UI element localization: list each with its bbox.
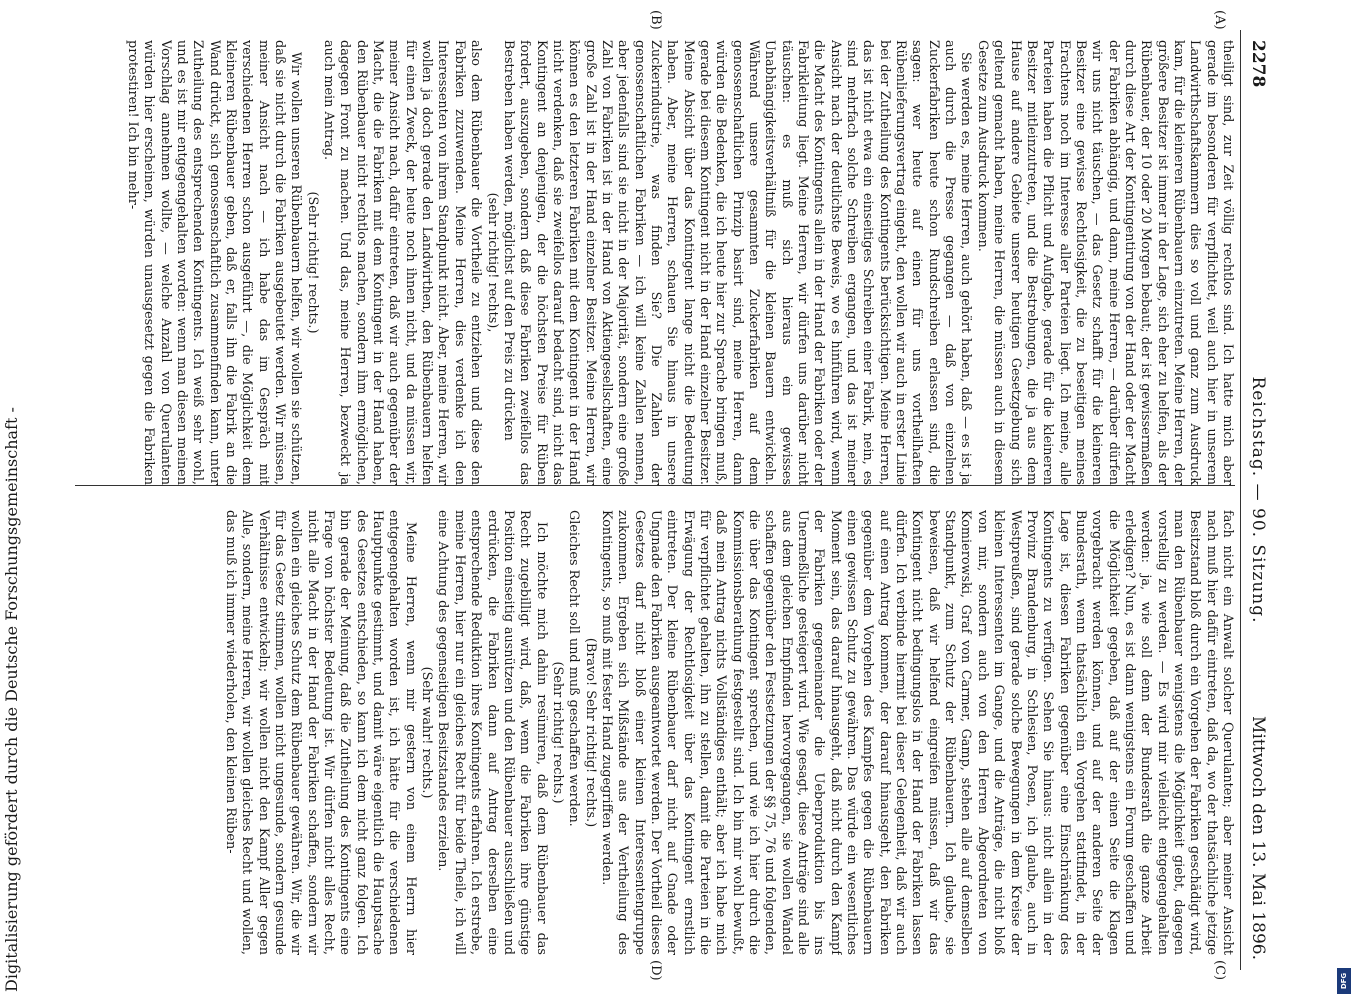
paragraph: fach nicht ein Anwalt solcher Querulanten; aber meiner Ansicht nach muß hier dafür eintreten, daß da, wo der thatsächliche jetzige Besitzstand bloß durch ein Vorgehen der Fabriken geschädigt wird, man den Rübenbauer wenigstens die Möglichkeit giebt, dagegen vorstellig zu werden. — Es wird mir vielleicht entgegengehalten werden: ja, wie soll denn der Bundesrath die ganze Arbeit erledigen? Nun, es ist dann wenigstens ein Forum geschaffen und die Möglichkeit gegeben, daß auf der einen Seite die Klagen vorgebracht werden können, und auf der anderen Seite der Bundesrath, wenn thatsächlich ein Vorgehen stattfindet, in der Lage ist, diesen Fabriken gegenüber eine Einschränkung des Kontingents zu verfügen. Sehen Sie hinaus: nicht allein in der Provinz Brandenburg, in Schlesien, Posen, ich glaube, auch in Westpreußen, sind gerade solche Bewegungen in dem Kreise der kleinen Interessenten im Gange, und die Anträge, die nicht bloß von mir, sondern auch von den Herren Abgeordneten von Komierowski, Graf von Carmer, Gamp, stehen alle auf demselben Standpunkt, zum Schutz der Rübenbauern. Ich glaube, sie beweisen, daß wir helfend eingreifen müssen, daß wir das Kontingent nicht bedingungslos in der Hand der Fabriken lassen dürfen. Ich verbinde hiermit bei dieser Gelegenheit, daß wir auch auf einen Antrag kommen, der darauf hinausgeht, den Fabriken gegenüber dem Vorgehen des Kampfes gegen die Rübenbauern einen gewissen Schutz zu gewähren. Das würde ein wesentliches Moment sein, das darauf hinausgeht, daß nicht durch den Kampf der Fabriken gegeneinander die Ueberproduktion bis ins Unermeßliche gesteigert wird. Wie gesagt, diese Anträge sind alle aus dem gleichen Empfinden hervorgegangen, sie wollen Wandel schaffen gegenüber den Festsetzungen der §§ 75, 76 und folgenden, die über das Kontingent sprechen, und wie ich hier durch die Kommissionsberathung festgestellt sind. Ich bin mir wohl bewußt, daß mein Antrag nichts Vollständiges enthält; aber ich habe mich für verpflichtet gehalten, ihn zu stellen, damit die Parteien in die Erwägung der Rechtlosigkeit über das Kontingent ernstlich eintreten. Der kleine Rübenbauer darf nicht auf Gnade oder Ungnade den Fabriken ausgeantwortet werden. Der Vortheil dieses Gesetzes darf nicht bloß einer kleinen Interessentengruppe zukommen. Ergeben sich Mißstände aus der Vertheilung des Kontingents, so muß mit fester Hand zugegriffen werden. bbox=[598, 510, 1235, 955]
margin-marker-d: (D) bbox=[648, 960, 663, 981]
page-number: 2278 bbox=[1248, 40, 1268, 88]
paragraph: Wir wollen unseren Rübenbauern helfen, wir wollen sie schützen, daß sie nicht durch die Fabriken ausgebeutet werden. Wir müssen, meiner Ansicht nach — ich habe das im Gespräch mit verschiedenen Herren schon ausgeführt —, die Möglichkeit dem kleineren Rübenbauer geben, daß er, falls ihn die Fabrik an die Wand drückt, sich genossenschaftlich zusammenfinden kann, unter Zutheilung des entsprechenden Kontingents. Ich weiß sehr wohl, und es ist mir entgegengehalten worden: wenn man diesen meinen Vorschlag annehmen wollte, — welche Anzahl von Querulanten würden hier erscheinen, würden unausgesetzt gegen die Fabriken protestiren! Ich bin mehr- bbox=[124, 40, 304, 485]
interjection: (Sehr wahr! rechts.) bbox=[419, 666, 435, 799]
header-title: Reichstag. — 90. Sitzung. bbox=[1248, 376, 1268, 624]
interjection: (Sehr richtig! rechts.) bbox=[549, 661, 565, 804]
interjection: (Bravo! Sehr richtig! rechts.) bbox=[582, 637, 598, 828]
column-divider bbox=[75, 485, 1235, 486]
header-rule bbox=[1240, 30, 1241, 970]
paragraph: Sie werden es, meine Herren, auch gehört haben, daß — es ist ja auch durch die Presse gegangen — daß von einzelnen Zuckerfabriken heute schon Rundschreiben erlassen sind, die sagen: wer heute auf einen für uns vortheilhaften Rübenlieferungsvertrag eingeht, den wollen wir auch in erster Linie bei der Zutheilung des Kontingents berücksichtigen. Meine Herren, das ist nicht etwa ein einseitiges Schreiben einer Fabrik, nein, es sind mehrfach solche Schreiben ergangen, und das ist meiner Ansicht nach der deutlichste Beweis, wo es hinführen wird, wenn die Macht des Kontingents allein in der Hand der Fabriken oder der Fabrikleitung liegt. Meine Herren, wir dürfen uns darüber nicht täuschen: es muß sich hieraus ein gewisses Unabhängigkeitsverhältniß für die kleinen Bauern entwickeln. Während unsere gesammten Zuckerfabriken auf dem genossenschaftlichen Prinzip basirt sind, meine Herren, dann würden die Bedenken, die ich heute hier zur Sprache bringen muß, gerade bei diesem Kontingent nicht in der Hand einzelner Besitzer. Meine Absicht über das Kontingent lange nicht die Bedeutung haben. Aber, meine Herren, schauen Sie hinaus in unsere Zuckerindustrie, was finden Sie? Die Zahlen der genossenschaftlichen Fabriken — ich will keine Zahlen nennen, aber jedenfalls sind sie nicht in der Majorität, sondern eine große Zahl von Fabriken ist in der Hand von Aktiengesellschaften, eine große Zahl ist in der Hand einzelner Besitzer. Meine Herren, wir können es den letzteren Fabriken mit dem Kontingent in der Hand nicht verdenken, daß sie zweifellos darauf bedacht sind, nicht das Kontingent an denjenigen, der die höchsten Preise für Rüben fordert, auszugeben, sondern daß diese Fabriken zweifellos das Bestreben haben werden, möglichst auf den Preis zu drücken bbox=[500, 40, 974, 485]
paragraph: theiligt sind, zur Zeit völlig rechtlos sind. Ich hatte mich aber gerade im besonderen für verpflichtet, weil auch hier in unserem Landwirthschaftskammern dies so voll und ganz zum Ausdruck kam, für die kleineren Rübenbauern einzutreten. Meine Herren, der größere Besitzer ist immer in der Lage, sich eher zu helfen, als der Rübenbauer, der 10 oder 20 Morgen bebaut; der ist gewissermaßen durch diese Art der Kontingentirung von der Hand oder der Macht der Fabriken abhängig, und dann, meine Herren, — darüber dürfen wir uns nicht täuschen, — das Gesetz schafft für die kleineren Besitzer eine gewisse Rechtlosigkeit, die zu beseitigen meines Erachtens noch im Interesse aller Parteien liegt. Ich meine, alle Parteien haben die Pflicht und Aufgabe, gerade für die kleineren Besitzer mitleinzutreten, und die Bestrebungen, die ja aus dem Hause auf andere Gebiete unserer heutigen Gesetzgebung sich geltend gemacht haben, meine Herren, die müssen auch in diesem Gesetze zum Ausdruck kommen. bbox=[974, 40, 1235, 485]
header-date: Mittwoch den 13. Mai 1896. bbox=[1248, 716, 1268, 960]
paragraph: Ich möchte mich dahin resümiren, daß dem Rübenbauer das Recht zugebilligt wird, daß, wenn die Fabriken ihre günstige Position einseitig ausnützen und den Rübenbauer ausschließen und erdrücken, die Fabriken dann auf Antrag derselben eine entsprechende Reduktion ihres Kontingents erfahren. Ich erstrebe, meine Herren, hier nur ein gleiches Recht für beide Theile, ich will eine Achtung des gegenseitigen Besitzstandes erzielen. bbox=[435, 510, 549, 955]
interjection: (Sehr richtig! rechts.) bbox=[304, 191, 320, 334]
text-column-left bbox=[65, 40, 1235, 485]
page-header bbox=[1242, 30, 1268, 970]
text-column-right bbox=[65, 510, 1235, 955]
paragraph: Meine Herren, wenn mir gestern von einem Herrn hier entgegengehalten worden ist, ich hätte für die verschiedenen Hauptpunkte gestimmt, und damit wäre eigentlich die Hauptsache des Gesetzes entschieden, so kann ich dem nicht ganz folgen. Ich bin gerade der Meinung, daß die Zutheilung des Kontingents eine Frage von höchster Bedeutung ist. Wir dürfen nicht alles Recht, nicht alle Macht in der Hand der Fabriken schaffen, sondern wir wollen ein gleiches Schutz dem Rübenbauer gewähren. Wir, die wir für das Gesetz stimmen, wollen nicht ungesunde, sondern gesunde Verhältnisse entwickeln; wir wollen nicht den Kampf Aller gegen Alle, sondern, meine Herren, wir wollen gleiches Recht und wollen, das muß ich immer wiederholen, den kleinen Rüben- bbox=[223, 510, 418, 955]
margin-marker-a: (A) bbox=[1212, 10, 1227, 30]
margin-marker-b: (B) bbox=[648, 10, 663, 30]
dfg-logo: DFG bbox=[1337, 968, 1351, 994]
paragraph: also dem Rübenbauer die Vortheile zu entziehen und diese den Fabriken zuzuwenden. Meine Herren, dies verdenke ich den Interessenten von ihrem Standpunkt nicht. Aber, meine Herren, wir wollen ja doch gerade den Landwirthen, den Rübenbauern helfen für einen Zweck, der heute noch ihnen nicht, und da müssen wir, meiner Ansicht nach, dafür eintreten, daß wir auch gegenüber der Macht, die die Fabriken mit dem Kontingent in der Hand haben, den Rübenbauer nicht rechtlos machen, sondern ihm ermöglichen, dagegen Front zu machen. Und das, meine Herren, bezweckt ja auch mein Antrag. bbox=[321, 40, 484, 485]
digitization-note bbox=[0, 0, 21, 1000]
digitization-note-text: Digitalisierung gefördert durch die Deutsche Forschungsgemeinschaft - bbox=[2, 407, 21, 992]
interjection: (sehr richtig! rechts), bbox=[484, 192, 500, 333]
paragraph: Gleiches Recht soll und muß geschaffen werden. bbox=[566, 510, 582, 827]
margin-marker-c: (C) bbox=[1212, 960, 1227, 981]
